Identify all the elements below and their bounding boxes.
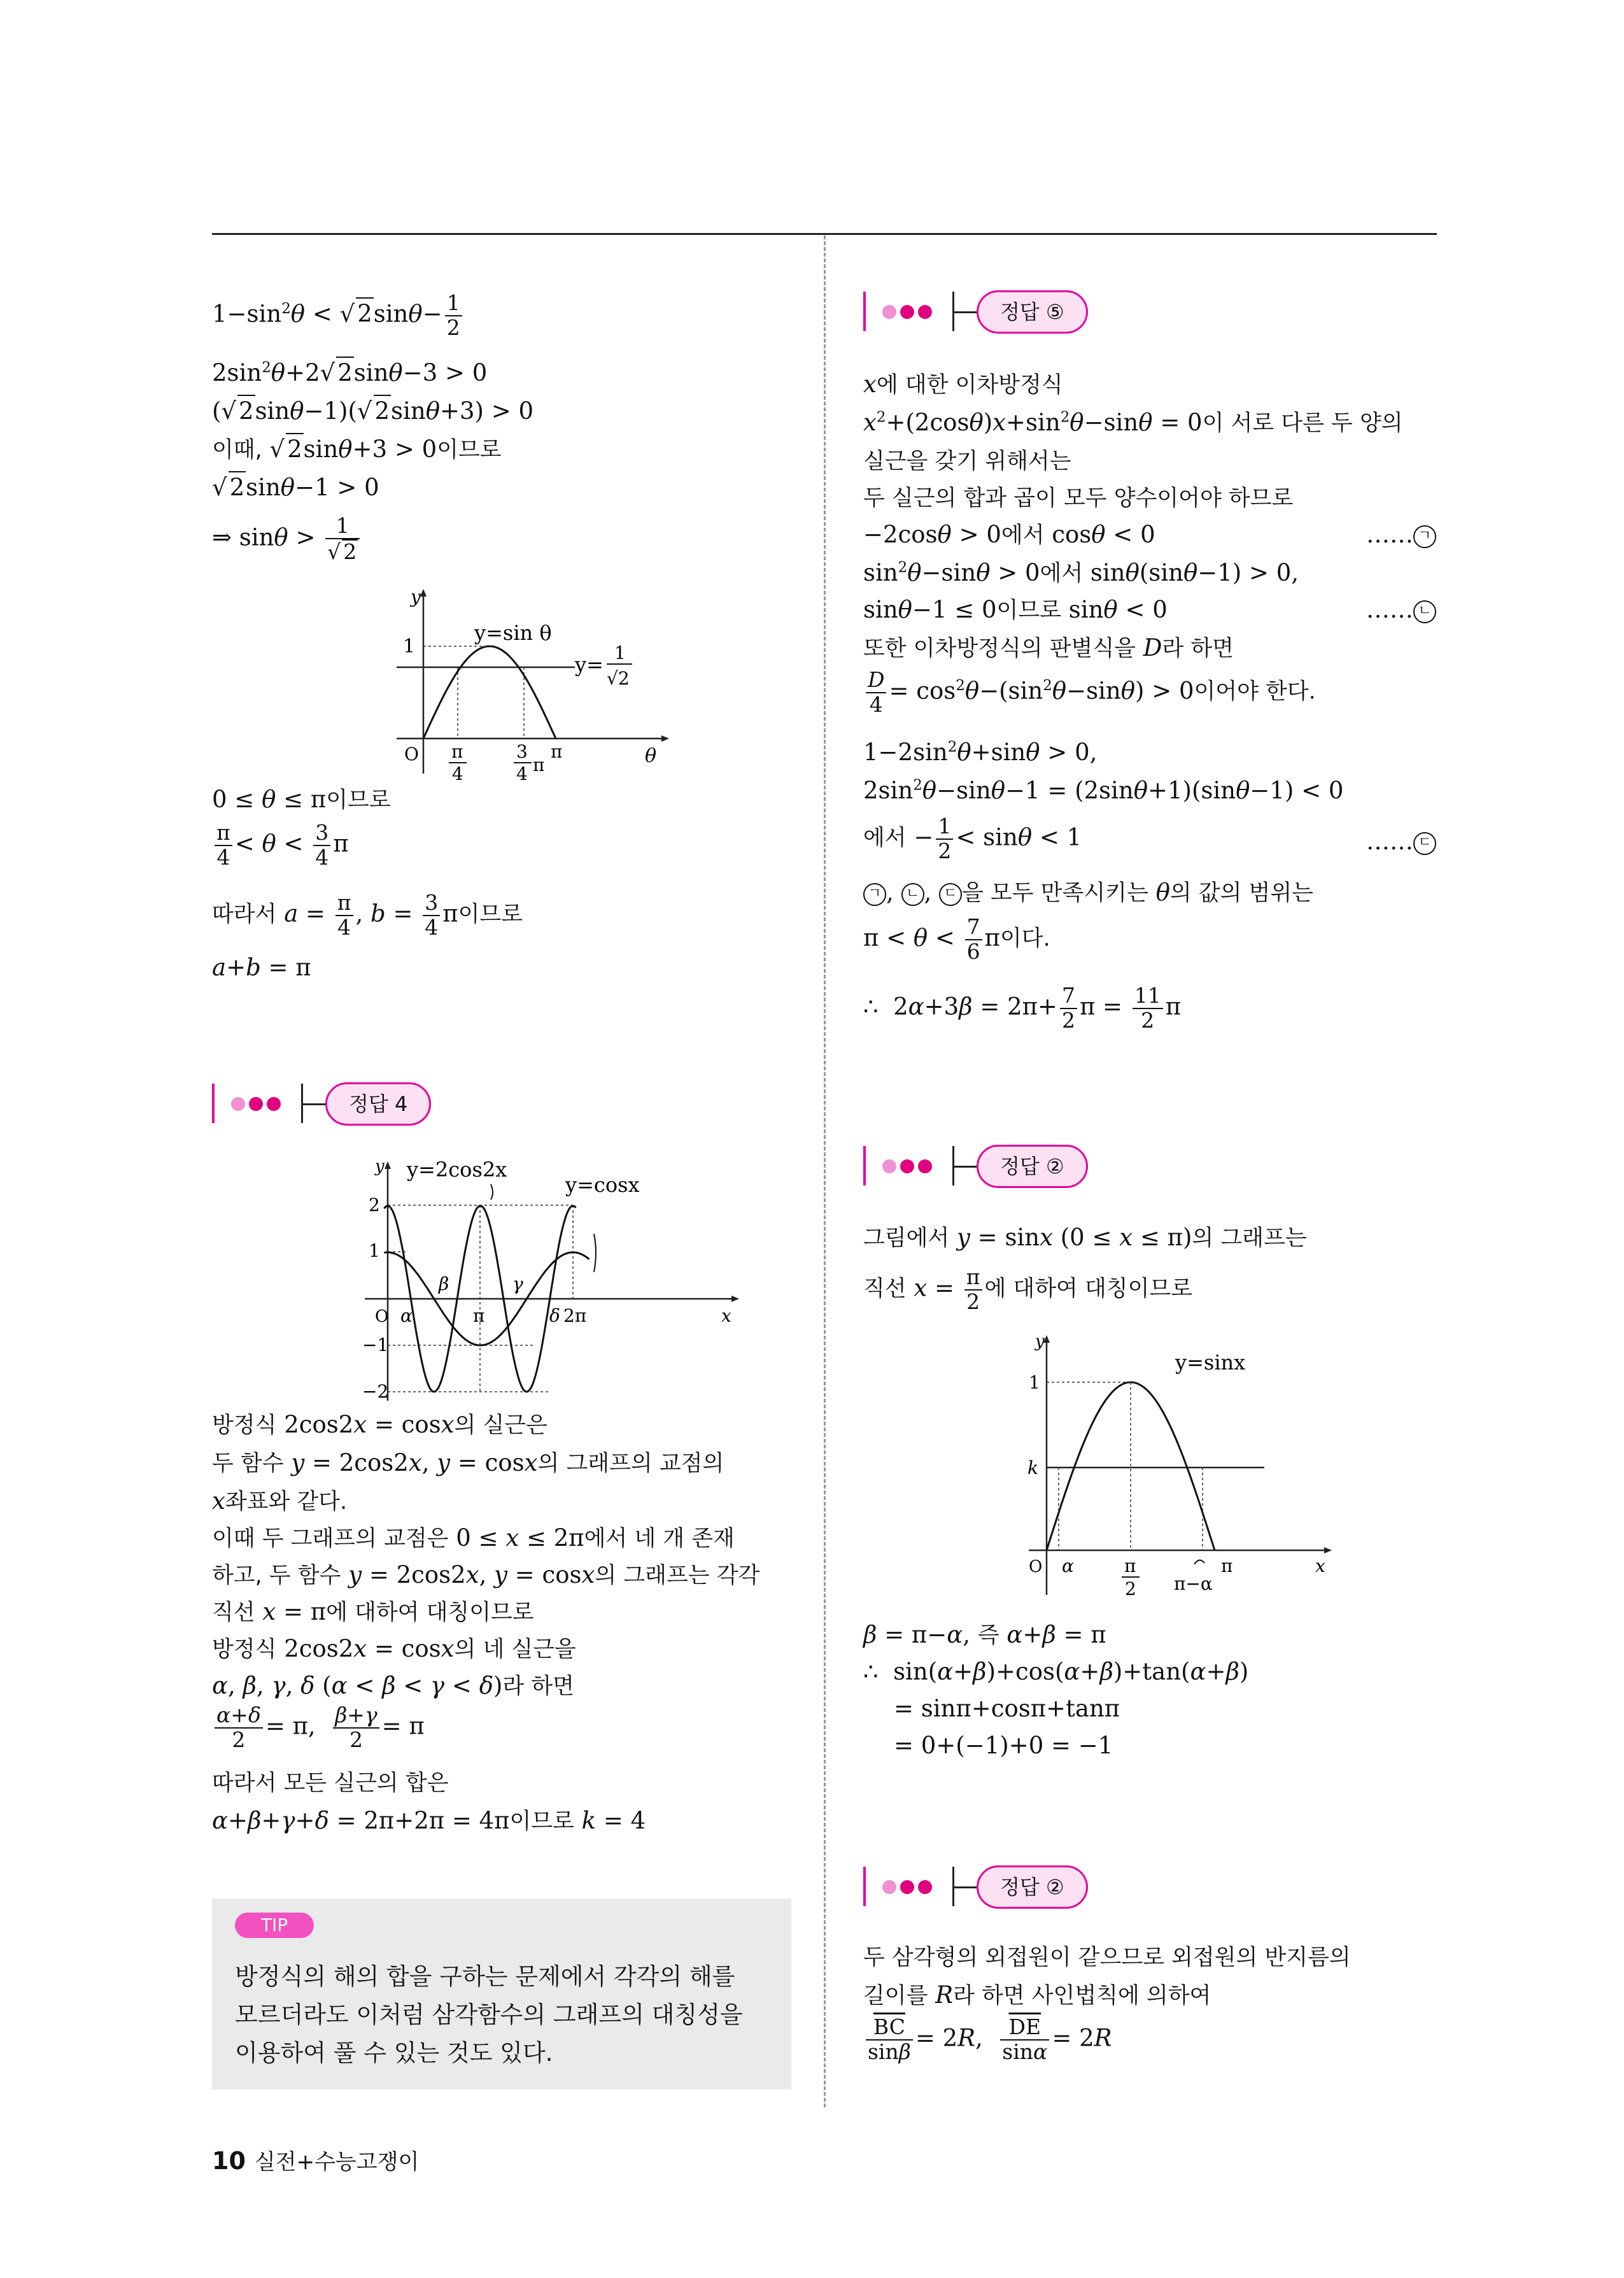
solution-line-10: a+b = π	[212, 954, 311, 981]
answer-5-line-11: $2\sin^2\theta-\sin\theta-1 = (2\sin\theta+1)(\sin\theta-1) < 0$	[863, 777, 1344, 804]
solution-line-1: $1-\sin^2\theta$ < √ 2sinθ− $\frac{1}{2}$	[212, 292, 465, 340]
solution-line-3: (√ 2sinθ−1)(√ 2sinθ+3) > 0	[212, 395, 533, 427]
sin-theta-graph	[365, 583, 696, 786]
answer-5-line-3: 실근을 갖기 위해서는	[863, 449, 1071, 474]
answer-5-line-14: π < θ < $\frac{7}{6}$ π이다.	[863, 914, 1050, 964]
answer-4-line-5: 하고, 두 함수 y = 2cos2x, y = cosx의 그래프는 각각	[212, 1561, 760, 1588]
answer-2b-line-2: 길이를 R라 하면 사인법칙에 의하여	[863, 1981, 1211, 2009]
graph2-xtick-gamma: γ	[512, 1273, 523, 1294]
answer-2a-header	[863, 1141, 1131, 1192]
graph3-x-label: x	[1315, 1555, 1325, 1576]
answer-4-line-2: 두 함수 y = 2cos2x, y = cosx의 그래프의 교점의	[212, 1449, 724, 1476]
answer-2b-line-3: $\frac{\overline{BC}}{\sin\beta}$ = 2R, $\frac{\overline{DE}}{\sin\alpha}$ = 2R	[863, 2016, 1112, 2064]
answer-2a-line-1: 그림에서 y = sinx (0 ≤ x ≤ π)의 그래프는	[863, 1224, 1307, 1251]
answer-2a-line-5: = sinπ+cosπ+tanπ	[894, 1695, 1120, 1722]
answer-2a-line-4: ∴ sin(α+β)+cos(α+β)+tan(α+β)	[863, 1658, 1249, 1685]
answer-5-line-13: ㄱ , ㄴ , ㄷ 을 모두 만족시키는 θ의 값의 범위는	[863, 877, 1313, 909]
answer-5-line-2: $x^2+(2\cos\theta)x+\sin^2\theta-\sin\theta = 0$이 서로 다른 두 양의	[863, 409, 1403, 436]
solution-line-6: ⇒ sinθ > $\frac{1}{√ 2}$	[212, 514, 362, 564]
column-divider	[824, 236, 826, 2107]
solution-line-7: 0 ≤ θ ≤ π이므로	[212, 786, 391, 813]
graph3-one-label: 1	[1029, 1372, 1040, 1393]
answer-4-line-3: x좌표와 같다.	[212, 1487, 348, 1515]
tip-badge: TIP	[235, 1913, 314, 1938]
tip-box	[212, 1899, 791, 2090]
solution-line-9: 따라서 a = $\frac{\pi}{4}$ , b = $\frac{3}{4}$ π이므로	[212, 890, 523, 940]
answer-5-line-5: −2cosθ > 0에서 cosθ < 0	[863, 521, 1155, 548]
graph3-y-label: y	[1035, 1332, 1045, 1351]
graph1-y-label: y	[411, 586, 421, 607]
graph2-xtick-2pi: 2π	[563, 1305, 587, 1326]
graph1-tick2-num: 3	[516, 741, 528, 762]
graph3-pihalf-num: π	[1124, 1555, 1136, 1576]
page-footer	[212, 2144, 419, 2175]
answer-5-line-12: 에서 − $\frac{1}{2}$ < sinθ < 1	[863, 814, 1082, 863]
answer-2a-line-3: β = π−α, 즉 α+β = π	[863, 1621, 1106, 1648]
graph3-pihalf-den: 2	[1125, 1578, 1136, 1599]
answer-2a-line-6: = 0+(−1)+0 = −1	[894, 1732, 1113, 1759]
graph1-tick3-pi: π	[551, 741, 563, 762]
graph3-alpha: α	[1062, 1555, 1074, 1576]
answer-4-badge: 정답 4	[325, 1082, 431, 1126]
answer-5-badge: 정답 ⑤	[977, 290, 1088, 334]
answer-4-line-9: $\frac{\alpha+\delta}{2}$ = π, $\frac{\beta+\gamma}{2}$ = π	[212, 1704, 425, 1752]
tip-line-1: 방정식의 해의 합을 구하는 문제에서 각각의 해를	[235, 1963, 735, 1990]
graph3-k-label: k	[1027, 1457, 1038, 1478]
answer-5-line-8: 또한 이차방정식의 판별식을 D라 하면	[863, 634, 1234, 661]
answer-4-line-4: 이때 두 그래프의 교점은 0 ≤ x ≤ 2π에서 네 개 존재	[212, 1524, 735, 1552]
graph1-origin-label: O	[404, 744, 419, 765]
book-title: 실전+수능고쟁이	[254, 2149, 420, 2175]
graph1-curve-label: y=sin θ	[474, 621, 552, 645]
graph1-tick2-pi: π	[533, 754, 545, 775]
graph1-line-den: √2	[607, 668, 630, 689]
answer-5-header	[863, 287, 1131, 337]
answer-5-line-15: ∴ 2α+3β = 2π+ $\frac{7}{2}$ π = $\frac{11}{2}$ π	[863, 983, 1182, 1033]
answer-2a-line-2: 직선 x = $\frac{\pi}{2}$ 에 대하여 대칭이므로	[863, 1264, 1193, 1314]
graph2-ytick-neg2: −2	[362, 1381, 389, 1402]
answer-4-header	[212, 1079, 479, 1129]
marker-1: …… ㄱ	[1366, 520, 1436, 550]
graph1-line-label: y=	[575, 653, 604, 677]
solution-line-4: 이때, √ 2sinθ+3 > 0이므로	[212, 433, 502, 465]
graph1-line-num: 1	[614, 642, 626, 663]
cos-graph	[327, 1159, 747, 1407]
graph1-tick1-den: 4	[452, 763, 463, 784]
solution-line-8: $\frac{\pi}{4}$ < θ < $\frac{3}{4}$ π	[212, 821, 349, 870]
answer-4-line-7: 방정식 2cos2x = cosx의 네 실근을	[212, 1635, 576, 1662]
graph1-tick2-den: 4	[516, 763, 528, 784]
graph1-tick1-num: π	[451, 741, 463, 762]
answer-5-line-6: $\sin^2\theta-\sin\theta > 0$에서 sinθ(sinθ−1) > 0,	[863, 559, 1299, 586]
graph2-label-2cos: y=2cos2x	[407, 1159, 507, 1182]
marker-3: …… ㄷ	[1366, 826, 1436, 857]
answer-4-line-10: 따라서 모든 실근의 합은	[212, 1771, 449, 1796]
graph3-curve-label: y=sinx	[1175, 1350, 1246, 1375]
graph3-pi-minus-alpha: π−α	[1174, 1573, 1213, 1594]
graph2-y-label: y	[375, 1159, 385, 1176]
graph2-ytick-1: 1	[369, 1240, 380, 1261]
top-rule	[212, 233, 1437, 235]
graph3-pi: π	[1221, 1555, 1233, 1576]
sinx-graph	[1016, 1327, 1347, 1608]
graph2-xtick-beta: β	[439, 1273, 449, 1294]
graph1-one-label: 1	[403, 635, 416, 658]
answer-4-line-1: 방정식 2cos2x = cosx의 실근은	[212, 1411, 547, 1438]
answer-2b-header	[863, 1862, 1131, 1913]
answer-4-line-11: α+β+γ+δ = 2π+2π = 4π이므로 k = 4	[212, 1807, 646, 1834]
page-number: 10	[212, 2147, 246, 2175]
graph2-label-cos: y=cosx	[565, 1173, 640, 1197]
answer-5-line-9: $\frac{D}{4}$ = $\cos^2\theta-(\sin^2\theta-\sin\theta) > 0$이어야 한다.	[863, 669, 1316, 717]
answer-5-line-10: $1-2\sin^2\theta+\sin\theta > 0$,	[863, 739, 1098, 766]
graph2-ytick-neg1: −1	[362, 1334, 389, 1355]
solution-line-2: $2\sin^2\theta+2√$ 2sinθ−3 > 0	[212, 357, 487, 388]
tip-line-2: 모르더라도 이처럼 삼각함수의 그래프의 대칭성을	[235, 2001, 743, 2028]
answer-5-line-7: sinθ−1 ≤ 0이므로 sinθ < 0	[863, 596, 1168, 623]
graph3-origin-label: O	[1029, 1557, 1043, 1576]
tip-line-3: 이용하여 풀 수 있는 것도 있다.	[235, 2039, 553, 2067]
graph2-xtick-delta: δ	[549, 1305, 560, 1326]
graph2-xtick-pi: π	[473, 1305, 485, 1326]
graph2-origin-label: O	[375, 1307, 389, 1326]
graph1-x-label: θ	[645, 745, 657, 767]
graph2-ytick-2: 2	[369, 1194, 380, 1215]
answer-4-line-6: 직선 x = π에 대하여 대칭이므로	[212, 1598, 534, 1625]
answer-4-line-8: α, β, γ, δ (α < β < γ < δ)라 하면	[212, 1672, 574, 1699]
answer-2b-badge: 정답 ②	[977, 1865, 1088, 1909]
answer-5-line-4: 두 실근의 합과 곱이 모두 양수이어야 하므로	[863, 486, 1294, 511]
graph2-x-label: x	[721, 1305, 731, 1326]
answer-2b-line-1: 두 삼각형의 외접원이 같으므로 외접원의 반지름의	[863, 1945, 1351, 1970]
solution-line-5: √ 2sinθ−1 > 0	[212, 471, 379, 503]
answer-2a-badge: 정답 ②	[977, 1145, 1088, 1188]
answer-5-line-1: x에 대한 이차방정식	[863, 371, 1063, 398]
marker-2: …… ㄴ	[1366, 595, 1436, 625]
graph2-xtick-alpha: α	[400, 1305, 413, 1326]
